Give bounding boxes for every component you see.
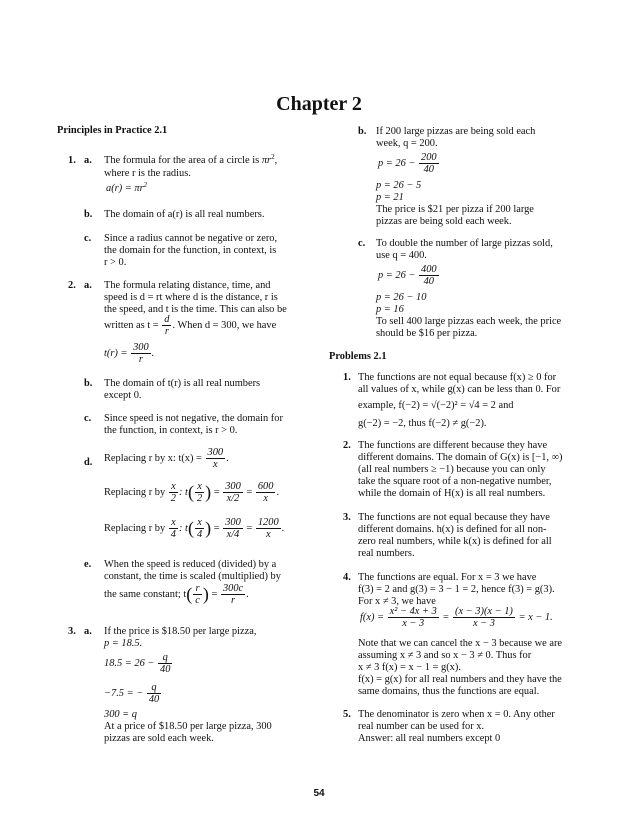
equation: p = 21 <box>376 192 404 203</box>
problem-number: 4. <box>343 572 351 583</box>
text-line: The denominator is zero when x = 0. Any other <box>358 709 555 720</box>
problem-number: 2. <box>343 440 351 451</box>
part-label: c. <box>84 413 92 424</box>
text-line: different domains. The domain of G(x) is [−1, ∞) <box>358 452 563 463</box>
text-line: r > 0. <box>104 257 127 268</box>
text-line: To sell 400 large pizzas each week, the price <box>376 316 562 327</box>
text-line: If the price is $18.50 per large pizza, <box>104 626 257 637</box>
text-line: The functions are different because they have <box>358 440 548 451</box>
text-line: The price is $21 per pizza if 200 large <box>376 204 534 215</box>
text-line: Answer: all real numbers except 0 <box>358 733 501 744</box>
text-line: all values of x, while g(x) can be less than 0. For <box>358 384 561 395</box>
text-line: use q = 400. <box>376 250 427 261</box>
problem-number: 1. <box>68 155 76 166</box>
equation: the same constant; t( $\frac{r}{c}$ ) = $\frac{300c}{r}$ . <box>104 583 249 606</box>
equation: p = 26 − $\frac{400}{40}$ <box>378 264 437 287</box>
part-label: b. <box>84 209 93 220</box>
equation: Replacing r by $\frac{x}{4}$ : t( $\frac{x}{4}$ ) = $\frac{300}{x/4}$ = $\frac{1200}{x}$ . <box>104 517 285 540</box>
part-label: b. <box>358 126 367 137</box>
text-line: while the domain of H(x) is all real numbers. <box>358 488 546 499</box>
text-line: The formula relating distance, time, and <box>104 280 271 291</box>
text-line: For x ≠ 3, we have <box>358 596 436 607</box>
part-label: c. <box>358 238 366 249</box>
problem-number: 1. <box>343 372 351 383</box>
part-label: b. <box>84 378 93 389</box>
text-line: The domain of t(r) is all real numbers <box>104 378 261 389</box>
problem-number: 3. <box>68 626 76 637</box>
text-line: x ≠ 3 f(x) = x − 1 = g(x). <box>358 662 461 673</box>
text-line: g(−2) = −2, thus f(−2) ≠ g(−2). <box>358 418 487 429</box>
text-line: The functions are equal. For x = 3 we have <box>358 572 537 583</box>
equation: example, f(−2) = √(−2)² = √4 = 2 and <box>358 400 514 411</box>
text-line: speed is d = rt where d is the distance, r is <box>104 292 278 303</box>
text-line: where r is the radius. <box>104 168 191 179</box>
text-line: At a price of $18.50 per large pizza, 300 <box>104 721 272 732</box>
equation: $a(r) = \pi r^2$ <box>106 181 148 194</box>
problem-number: 5. <box>343 709 351 720</box>
text-line: pizzas are being sold each week. <box>376 216 512 227</box>
equation: f(x) = $\frac{\text{x² − 4x + 3}}{x - 3}$ = $\frac{(x - 3)(x - 1)}{x - 3}$ = x − 1. <box>360 606 553 629</box>
problem-number: 2. <box>68 280 76 291</box>
equation: 300 = q <box>104 709 137 720</box>
equation: p = 26 − 5 <box>376 180 422 191</box>
text-line: real numbers. <box>358 548 415 559</box>
equation: p = 26 − 10 <box>376 292 427 303</box>
text-line: same domains, thus the functions are equal. <box>358 686 540 697</box>
text-line: written as t = $\frac{d}{r}$ . When d = 300, we have <box>104 314 277 337</box>
equation: t(r) = $\frac{300}{r}$ . <box>104 342 155 365</box>
problem-number: 3. <box>343 512 351 523</box>
equation: Replacing r by x: t(x) = $\frac{300}{x}$ . <box>104 447 229 470</box>
part-label: e. <box>84 559 92 570</box>
text-line: the function, in context, is r > 0. <box>104 425 238 436</box>
text-line: f(3) = 2 and g(3) = 3 − 1 = 2, hence f(3) = g(3). <box>358 584 555 595</box>
text-line: assuming x ≠ 3 and so x − 3 ≠ 0. Thus for <box>358 650 532 661</box>
text-line: To double the number of large pizzas sold, <box>376 238 553 249</box>
chapter-title: Chapter 2 <box>276 93 362 115</box>
equation: −7.5 = − $\frac{q}{40}$ <box>104 682 160 705</box>
equation: 18.5 = 26 − $\frac{q}{40}$ <box>104 652 171 675</box>
text-line: The formula for the area of a circle is $\pi r^2$, <box>104 153 278 166</box>
text-line: Note that we can cancel the x − 3 because we are <box>358 638 563 649</box>
text-line: (all real numbers ≥ −1) because you can only <box>358 464 546 475</box>
text-line: different domains. h(x) is defined for all non- <box>358 524 547 535</box>
text-line: the domain for the function, in context, is <box>104 245 277 256</box>
section-heading: Principles in Practice 2.1 <box>57 125 168 136</box>
text-line: Since speed is not negative, the domain for <box>104 413 283 424</box>
text-line: p = 18.5. <box>104 638 143 649</box>
text-line: real number can be used for x. <box>358 721 485 732</box>
text-line: The domain of a(r) is all real numbers. <box>104 209 265 220</box>
section-heading: Problems 2.1 <box>329 351 387 362</box>
part-label: a. <box>84 280 92 291</box>
text-line: The functions are not equal because they have <box>358 512 550 523</box>
text-line: week, q = 200. <box>376 138 438 149</box>
text-line: Since a radius cannot be negative or zero, <box>104 233 278 244</box>
text-line: except 0. <box>104 390 142 401</box>
text-line: constant, the time is scaled (multiplied) by <box>104 571 281 582</box>
text-line: If 200 large pizzas are being sold each <box>376 126 536 137</box>
part-label: d. <box>84 457 93 468</box>
text-line: The functions are not equal because f(x) ≥ 0 for <box>358 372 557 383</box>
text-line: zero real numbers, while k(x) is defined for all <box>358 536 552 547</box>
text-line: should be $16 per pizza. <box>376 328 478 339</box>
text-line: the speed, and t is the time. This can also be <box>104 304 287 315</box>
part-label: a. <box>84 626 92 637</box>
text-line: f(x) = g(x) for all real numbers and they have the <box>358 674 562 685</box>
text-line: pizzas are sold each week. <box>104 733 214 744</box>
equation: p = 16 <box>376 304 404 315</box>
equation: Replacing r by $\frac{x}{2}$ : t( $\frac{x}{2}$ ) = $\frac{300}{x/2}$ = $\frac{600}{x}$ . <box>104 481 280 504</box>
part-label: a. <box>84 155 92 166</box>
part-label: c. <box>84 233 92 244</box>
page-number: 54 <box>313 788 325 799</box>
text-line: When the speed is reduced (divided) by a <box>104 559 277 570</box>
text-line: take the square root of a non-negative number, <box>358 476 552 487</box>
equation: p = 26 − $\frac{200}{40}$ <box>378 152 437 175</box>
